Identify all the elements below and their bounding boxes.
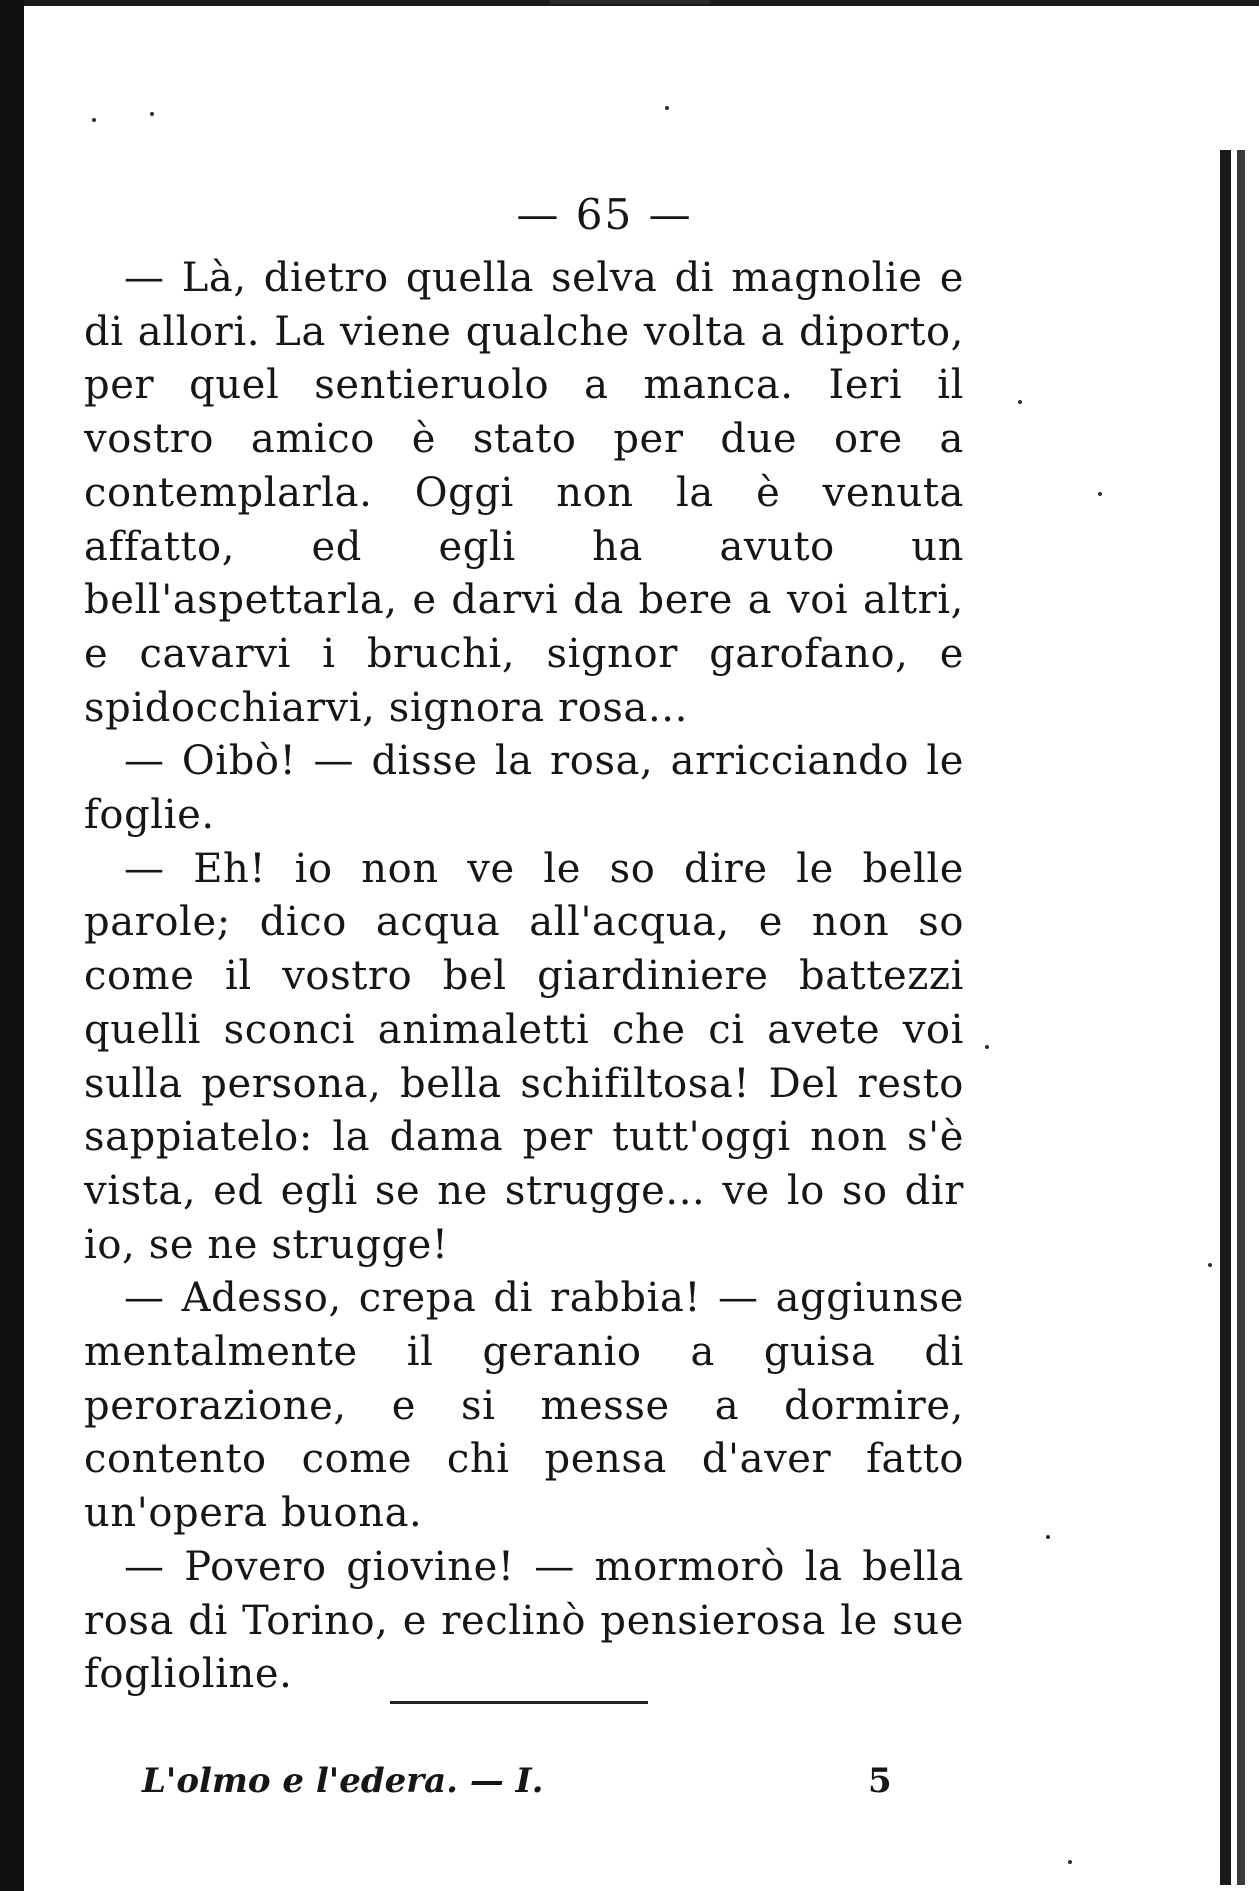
- scan-speck: [985, 1045, 989, 1049]
- scan-speck: [1046, 1535, 1050, 1539]
- scan-speck: [1208, 1263, 1212, 1267]
- paragraph: — Povero giovine! — mormorò la bella rosa di Torino, e reclinò pensierosa le sue foglioline.: [84, 1543, 964, 1698]
- scan-speck: [665, 106, 669, 110]
- scan-speck: [1068, 1860, 1072, 1864]
- paragraph: — Oibò! — disse la rosa, arricciando le foglie.: [84, 738, 964, 839]
- paragraph: — Adesso, crepa di rabbia! — aggiunse mentalmente il geranio a guisa di perorazione, e si messe a dormire, contento come chi pensa d'aver fatto un'opera buona.: [84, 1275, 964, 1537]
- paragraph: — Là, dietro quella selva di magnolie e di allori. La viene qualche volta a diporto, per quel sentieruolo a manca. Ieri il vostro amico è stato per due ore a contemplarla. Oggi non la è venuta affatto, ed egli ha avuto un bell'aspettarla, e darvi da bere a voi altri, e cavarvi i bruchi, signor garofano, e spidocchiarvi, signora rosa...: [84, 255, 964, 731]
- scan-speck: [1018, 400, 1022, 404]
- page-number: — 65 —: [516, 190, 693, 239]
- footer-signature-number: 5: [868, 1761, 892, 1801]
- top-edge-mark: [550, 0, 710, 4]
- paragraph: — Eh! io non ve le so dire le belle parole; dico acqua all'acqua, e non so come il vostro bel giardiniere battezzi quelli sconci animaletti che ci avete voi sulla persona, bella schifiltosa! Del resto sappiatelo: la dama per tutt'oggi non s'è vista, ed egli se ne strugge... ve lo so dir io, se ne strugge!: [84, 845, 964, 1268]
- scan-speck: [150, 112, 154, 116]
- right-page-edge-inner: [1237, 150, 1245, 1885]
- footer-separator-rule: [390, 1701, 648, 1704]
- scan-speck: [92, 118, 96, 122]
- right-page-edge: [1220, 150, 1231, 1885]
- body-text: [84, 252, 964, 1702]
- left-binding-edge: [0, 0, 24, 1891]
- scan-speck: [1098, 492, 1102, 496]
- footer-signature: L'olmo e l'edera. — I.: [142, 1761, 544, 1801]
